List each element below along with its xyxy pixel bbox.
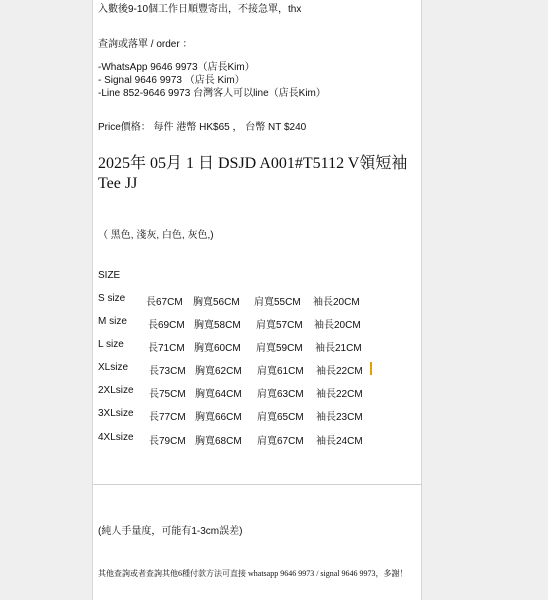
size-label: 3XLsize: [98, 408, 134, 419]
size-heading: SIZE: [98, 270, 121, 281]
chest-value: 胸寬56CM: [193, 297, 240, 308]
size-row-3xl: [98, 408, 398, 422]
length-value: 長77CM: [149, 412, 186, 423]
sleeve-value: 袖長21CM: [315, 343, 362, 354]
chest-value: 胸寬66CM: [195, 412, 242, 423]
shipping-note: 入數後9-10個工作日順豐寄出，不接急單，thx: [98, 4, 302, 15]
size-row-2xl: [98, 385, 398, 399]
length-value: 長69CM: [148, 320, 185, 331]
length-value: 長71CM: [148, 343, 185, 354]
size-row-l: [98, 339, 398, 353]
section-divider: [93, 484, 421, 485]
shoulder-value: 肩寬57CM: [256, 320, 303, 331]
shoulder-value: 肩寬55CM: [254, 297, 301, 308]
left-gutter: [0, 0, 93, 600]
contact-whatsapp: -WhatsApp 9646 9973（店長Kim）: [98, 62, 255, 73]
size-label: 4XLsize: [98, 432, 134, 443]
size-label: M size: [98, 316, 127, 327]
sleeve-value: 袖長20CM: [314, 320, 361, 331]
chest-value: 胸寬68CM: [195, 436, 242, 447]
chest-value: 胸寬58CM: [194, 320, 241, 331]
size-row-s: [98, 293, 398, 307]
shoulder-value: 肩寬67CM: [257, 436, 304, 447]
length-value: 長79CM: [149, 436, 186, 447]
contact-line: -Line 852-9646 9973 台灣客人可以line（店長Kim）: [98, 88, 326, 99]
chest-value: 胸寬62CM: [195, 366, 242, 377]
size-row-xl: [98, 362, 398, 376]
sleeve-value: 袖長22CM: [316, 389, 363, 400]
text-cursor: [370, 362, 372, 375]
size-label: L size: [98, 339, 124, 350]
size-row-m: [98, 316, 398, 330]
sleeve-value: 袖長22CM: [316, 366, 363, 377]
document-page[interactable]: [93, 0, 421, 600]
contact-signal: - Signal 9646 9973 （店長 Kim）: [98, 75, 245, 86]
length-value: 長73CM: [149, 366, 186, 377]
measurement-note: (純人手量度，可能有1-3cm誤差): [98, 526, 243, 537]
payment-note: 其他查詢或者查詢其他6種付款方法可直接 whatsapp 9646 9973 / signal 9646 9973，多謝！: [98, 569, 408, 578]
shoulder-value: 肩寬61CM: [257, 366, 304, 377]
length-value: 長67CM: [146, 297, 183, 308]
sleeve-value: 袖長20CM: [313, 297, 360, 308]
size-row-4xl: [98, 432, 398, 446]
sleeve-value: 袖長23CM: [316, 412, 363, 423]
chest-value: 胸寬64CM: [195, 389, 242, 400]
color-options: （ 黑色, 淺灰, 白色, 灰色,): [98, 230, 214, 241]
product-title: 2025年 05月 1 日 DSJD A001#T5112 V領短袖Tee JJ: [98, 155, 408, 192]
right-gutter: [421, 0, 548, 600]
sleeve-value: 袖長24CM: [316, 436, 363, 447]
shoulder-value: 肩寬65CM: [257, 412, 304, 423]
size-label: S size: [98, 293, 126, 304]
size-label: 2XLsize: [98, 385, 134, 396]
order-heading: 查詢或落單 / order ：: [98, 39, 193, 50]
shoulder-value: 肩寬63CM: [257, 389, 304, 400]
size-label: XLsize: [98, 362, 129, 373]
price-info: Price價格： 每件 港幣 HK$65 ， 台幣 NT $240: [98, 122, 307, 133]
length-value: 長75CM: [149, 389, 186, 400]
shoulder-value: 肩寬59CM: [256, 343, 303, 354]
chest-value: 胸寬60CM: [194, 343, 241, 354]
